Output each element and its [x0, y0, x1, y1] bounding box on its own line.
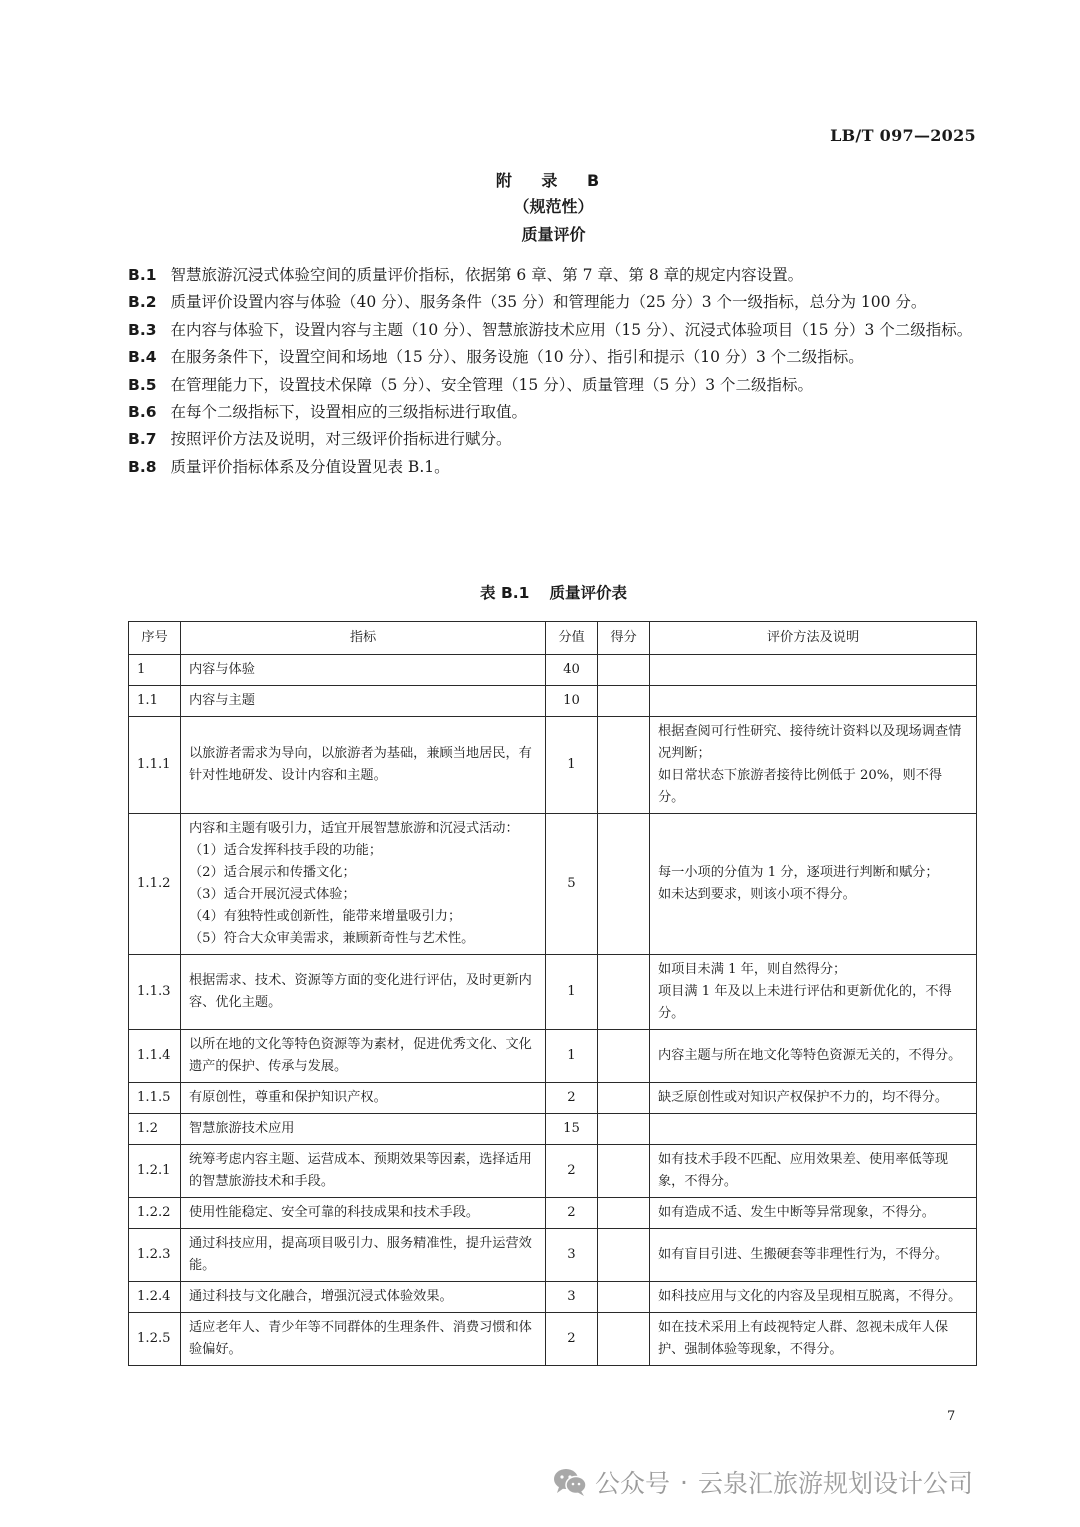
row-number: 1.2.4: [129, 1282, 181, 1313]
indicator-line: 内容与体验: [189, 662, 255, 677]
table-row: [129, 955, 977, 1030]
row-indicator: [181, 1313, 546, 1366]
clause-text: 在管理能力下，设置技术保障（5 分）、安全管理（15 分）、质量管理（5 分）3 个二级指标。: [170, 375, 814, 394]
clause-text: 质量评价指标体系及分值设置见表 B.1。: [170, 457, 450, 476]
table-body: [129, 655, 977, 1366]
row-score: 2: [546, 1083, 598, 1114]
row-indicator: [181, 1030, 546, 1083]
row-method: [650, 717, 977, 814]
row-got: [598, 1114, 650, 1145]
row-number: 1.1.1: [129, 717, 181, 814]
method-line: 项目满 1 年及以上未进行评估和更新优化的，不得分。: [658, 984, 952, 1021]
appendix-type: （规范性）: [513, 197, 594, 216]
row-got: [598, 1030, 650, 1083]
clause-number: B.7: [128, 430, 157, 449]
table-row: [129, 1083, 977, 1114]
clause-b4: [128, 344, 978, 371]
table-header-row: [129, 622, 977, 655]
row-number: 1.2.5: [129, 1313, 181, 1366]
row-got: [598, 1229, 650, 1282]
table-caption: [0, 581, 1080, 603]
row-score: 40: [546, 655, 598, 686]
row-score: 2: [546, 1313, 598, 1366]
row-score: 3: [546, 1229, 598, 1282]
row-number: 1.1: [129, 686, 181, 717]
appendix-name: 质量评价: [521, 225, 586, 244]
row-score: 2: [546, 1145, 598, 1198]
clause-number: B.5: [128, 375, 157, 394]
clause-text: 在内容与体验下，设置内容与主题（10 分）、智慧旅游技术应用（15 分）、沉浸式体验项目（15 分）3 个二级指标。: [170, 320, 973, 339]
header-got: 得分: [598, 622, 650, 655]
indicator-line: 通过科技与文化融合，增强沉浸式体验效果。: [189, 1289, 453, 1304]
clause-b6: [128, 399, 978, 426]
method-line: 如有盲目引进、生搬硬套等非理性行为，不得分。: [658, 1247, 949, 1262]
row-indicator: [181, 1114, 546, 1145]
indicator-line: （1）适合发挥科技手段的功能；: [189, 843, 383, 858]
clause-text: 在每个二级指标下，设置相应的三级指标进行取值。: [170, 403, 528, 422]
method-line: 如有技术手段不匹配、应用效果差、使用率低等现象，不得分。: [658, 1152, 949, 1189]
row-number: 1: [129, 655, 181, 686]
row-indicator: [181, 1198, 546, 1229]
quality-evaluation-table: [128, 621, 977, 1366]
indicator-line: 适应老年人、青少年等不同群体的生理条件、消费习惯和体验偏好。: [189, 1320, 532, 1357]
row-score: 5: [546, 814, 598, 955]
indicator-line: 内容和主题有吸引力，适宜开展智慧旅游和沉浸式活动：: [189, 821, 519, 836]
header-indicator: 指标: [181, 622, 546, 655]
method-line: 如项目未满 1 年，则自然得分；: [658, 962, 847, 977]
clause-number: B.8: [128, 457, 157, 476]
clause-b8: [128, 454, 978, 481]
row-indicator: [181, 955, 546, 1030]
indicator-line: 通过科技应用，提高项目吸引力、服务精准性，提升运营效能。: [189, 1236, 532, 1273]
indicator-line: 以旅游者需求为导向，以旅游者为基础，兼顾当地居民，有针对性地研发、设计内容和主题。: [189, 746, 532, 783]
indicator-line: 智慧旅游技术应用: [189, 1121, 295, 1136]
method-line: 根据查阅可行性研究、接待统计资料以及现场调查情况判断；: [658, 724, 962, 761]
row-score: 1: [546, 955, 598, 1030]
row-number: 1.2.1: [129, 1145, 181, 1198]
clause-b3: [128, 317, 978, 344]
table-row: [129, 717, 977, 814]
indicator-line: （2）适合展示和传播文化；: [189, 865, 356, 880]
indicator-line: （3）适合开展沉浸式体验；: [189, 887, 356, 902]
row-got: [598, 655, 650, 686]
indicator-line: 统筹考虑内容主题、运营成本、预期效果等因素，选择适用的智慧旅游技术和手段。: [189, 1152, 532, 1189]
row-number: 1.1.3: [129, 955, 181, 1030]
table-row: [129, 814, 977, 955]
clause-b7: [128, 426, 978, 453]
row-number: 1.1.2: [129, 814, 181, 955]
row-indicator: [181, 1282, 546, 1313]
table-caption-text: 质量评价表: [549, 584, 627, 602]
row-number: 1.2.2: [129, 1198, 181, 1229]
indicator-line: （4）有独特性或创新性，能带来增量吸引力；: [189, 909, 462, 924]
row-score: 1: [546, 1030, 598, 1083]
row-method: [650, 686, 977, 717]
row-score: 15: [546, 1114, 598, 1145]
row-indicator: [181, 1145, 546, 1198]
clause-number: B.1: [128, 266, 157, 284]
row-got: [598, 1313, 650, 1366]
page-number: 7: [947, 1409, 956, 1424]
row-method: [650, 1145, 977, 1198]
method-line: 缺乏原创性或对知识产权保护不力的，均不得分。: [658, 1090, 949, 1105]
indicator-line: 使用性能稳定、安全可靠的科技成果和技术手段。: [189, 1205, 480, 1220]
clause-number: B.6: [128, 403, 157, 422]
row-indicator: [181, 686, 546, 717]
appendix-title: 附 录 B: [495, 171, 612, 190]
clause-b1: [128, 262, 978, 289]
watermark-separator: ·: [680, 1467, 688, 1497]
row-got: [598, 686, 650, 717]
row-number: 1.1.5: [129, 1083, 181, 1114]
indicator-line: 有原创性，尊重和保护知识产权。: [189, 1090, 387, 1105]
header-score: 分值: [546, 622, 598, 655]
table-row: [129, 1198, 977, 1229]
table-row: [129, 686, 977, 717]
clause-b2: [128, 289, 978, 316]
method-line: 如日常状态下旅游者接待比例低于 20%，则不得分。: [658, 768, 943, 805]
row-score: 10: [546, 686, 598, 717]
method-line: 如未达到要求，则该小项不得分。: [658, 887, 856, 902]
row-method: [650, 1282, 977, 1313]
indicator-line: 以所在地的文化等特色资源等为素材，促进优秀文化、文化遗产的保护、传承与发展。: [189, 1037, 532, 1074]
row-method: [650, 1083, 977, 1114]
clause-list: [128, 262, 978, 481]
row-method: [650, 1114, 977, 1145]
indicator-line: 根据需求、技术、资源等方面的变化进行评估，及时更新内容、优化主题。: [189, 973, 532, 1010]
wechat-icon: [553, 1467, 587, 1497]
table-row: [129, 1114, 977, 1145]
row-got: [598, 1083, 650, 1114]
row-score: 3: [546, 1282, 598, 1313]
row-number: 1.2: [129, 1114, 181, 1145]
row-got: [598, 717, 650, 814]
table-row: [129, 1030, 977, 1083]
indicator-line: 内容与主题: [189, 693, 255, 708]
row-got: [598, 814, 650, 955]
clause-text: 在服务条件下，设置空间和场地（15 分）、服务设施（10 分）、指引和提示（10 分）3 个二级指标。: [170, 348, 864, 367]
row-got: [598, 1282, 650, 1313]
row-indicator: [181, 655, 546, 686]
row-indicator: [181, 814, 546, 955]
row-method: [650, 1198, 977, 1229]
table-row: [129, 1313, 977, 1366]
table-row: [129, 1282, 977, 1313]
row-method: [650, 1229, 977, 1282]
watermark: [553, 1464, 973, 1500]
clause-number: B.2: [128, 293, 157, 312]
row-indicator: [181, 717, 546, 814]
clause-number: B.4: [128, 348, 157, 367]
method-line: 如科技应用与文化的内容及呈现相互脱离，不得分。: [658, 1289, 962, 1304]
method-line: 如有造成不适、发生中断等异常现象，不得分。: [658, 1205, 935, 1220]
row-method: [650, 1313, 977, 1366]
table-caption-number: 表 B.1: [480, 584, 530, 602]
row-indicator: [181, 1083, 546, 1114]
clause-text: 质量评价设置内容与体验（40 分）、服务条件（35 分）和管理能力（25 分）3 个一级指标，总分为 100 分。: [170, 293, 927, 312]
row-got: [598, 955, 650, 1030]
clause-text: 按照评价方法及说明，对三级评价指标进行赋分。: [170, 430, 512, 449]
row-number: 1.2.3: [129, 1229, 181, 1282]
method-line: 如在技术采用上有歧视特定人群、忽视未成年人保护、强制体验等现象，不得分。: [658, 1320, 949, 1357]
row-got: [598, 1198, 650, 1229]
row-number: 1.1.4: [129, 1030, 181, 1083]
row-method: [650, 955, 977, 1030]
method-line: 内容主题与所在地文化等特色资源无关的，不得分。: [658, 1048, 962, 1063]
row-indicator: [181, 1229, 546, 1282]
row-method: [650, 655, 977, 686]
clause-b5: [128, 372, 978, 399]
watermark-prefix: 公众号: [595, 1469, 671, 1498]
clause-number: B.3: [128, 320, 157, 339]
header-method: 评价方法及说明: [650, 622, 977, 655]
row-method: [650, 814, 977, 955]
header-no: 序号: [129, 622, 181, 655]
row-score: 1: [546, 717, 598, 814]
table-row: [129, 1229, 977, 1282]
row-score: 2: [546, 1198, 598, 1229]
standard-code: LB/T 097—2025: [830, 126, 976, 145]
row-got: [598, 1145, 650, 1198]
clause-text: 智慧旅游沉浸式体验空间的质量评价指标，依据第 6 章、第 7 章、第 8 章的规定内容设置。: [170, 266, 804, 284]
row-method: [650, 1030, 977, 1083]
table-row: [129, 1145, 977, 1198]
watermark-name: 云泉汇旅游规划设计公司: [697, 1469, 973, 1498]
method-line: 每一小项的分值为 1 分，逐项进行判断和赋分；: [658, 865, 939, 880]
indicator-line: （5）符合大众审美需求，兼顾新奇性与艺术性。: [189, 931, 475, 946]
table-row: [129, 655, 977, 686]
